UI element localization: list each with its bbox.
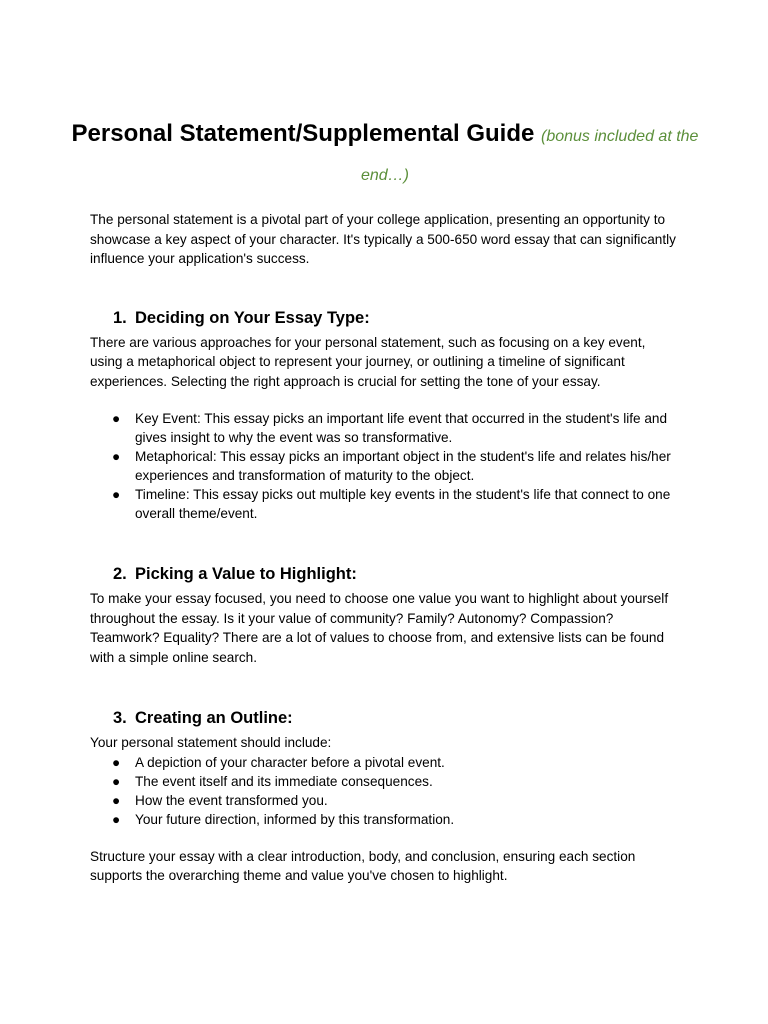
list-item-text: A depiction of your character before a pivotal event. — [135, 754, 445, 770]
list-item — [90, 485, 680, 523]
bullet-icon: ● — [112, 487, 121, 502]
section-number: 2. — [113, 565, 127, 583]
list-item-text: Timeline: This essay picks out multiple key events in the student's life that connect to one overall theme/event. — [135, 487, 671, 521]
list-item — [90, 447, 680, 485]
list-item-text: Key Event: This essay picks an important life event that occurred in the student's life and gives insight to why the event was so transformative. — [135, 411, 668, 445]
bullet-icon: ● — [112, 411, 121, 426]
list-item-text: How the event transformed you. — [135, 792, 328, 808]
bullet-icon: ● — [112, 449, 121, 464]
section-heading-text: Creating an Outline: — [135, 709, 293, 727]
section-number: 1. — [113, 308, 127, 327]
list-item-text: Metaphorical: This essay picks an important object in the student's life and relates his/her experiences and transformation of maturity to the object. — [135, 449, 671, 483]
section-body: To make your essay focused, you need to choose one value you want to highlight about yourself throughout the essay. Is it your value of community? Family? Autonomy? Compassion? Teamwork? Equality? There are a lot of values to choose from, and extensive lists can be found with a simple online search. — [90, 591, 669, 665]
bullet-icon: ● — [112, 792, 121, 808]
title-main: Personal Statement/Supplemental Guide — [71, 120, 535, 147]
bullet-icon: ● — [112, 773, 121, 789]
list-item — [90, 753, 680, 772]
page-title — [65, 116, 705, 194]
section-body: Your personal statement should include: — [90, 735, 332, 750]
bullet-icon: ● — [112, 754, 121, 770]
bullet-icon: ● — [112, 811, 121, 827]
list-item — [90, 772, 680, 791]
list-item-text: The event itself and its immediate consequences. — [135, 773, 433, 789]
list-item-text: Your future direction, informed by this transformation. — [135, 811, 455, 827]
title-bonus-note: (bonus included at the end…) — [360, 128, 699, 184]
outline-list — [90, 753, 680, 829]
list-item — [90, 791, 680, 810]
section-heading-value — [90, 563, 680, 585]
closing-paragraph: Structure your essay with a clear introduction, body, and conclusion, ensuring each section supports the overarching theme and value you've chosen to highlight. — [90, 848, 636, 883]
list-item — [90, 409, 680, 447]
list-item — [90, 810, 680, 829]
section-number: 3. — [113, 709, 127, 727]
section-heading-essay-type — [90, 307, 680, 329]
section-heading-text: Deciding on Your Essay Type: — [135, 308, 370, 327]
document-page — [71, 116, 699, 886]
section-body: There are various approaches for your personal statement, such as focusing on a key event, using a metaphorical object to represent your journey, or outlining a timeline of significant experiences. Selecting the right approach is crucial for setting the tone of your essay. — [90, 334, 646, 389]
section-heading-outline — [90, 707, 680, 729]
essay-type-list — [90, 409, 680, 523]
intro-paragraph: The personal statement is a pivotal part of your college application, presenting an opportunity to showcase a key aspect of your character. It's typically a 500-650 word essay that can significantly influence your application's success. — [90, 212, 676, 266]
section-heading-text: Picking a Value to Highlight: — [135, 565, 357, 583]
